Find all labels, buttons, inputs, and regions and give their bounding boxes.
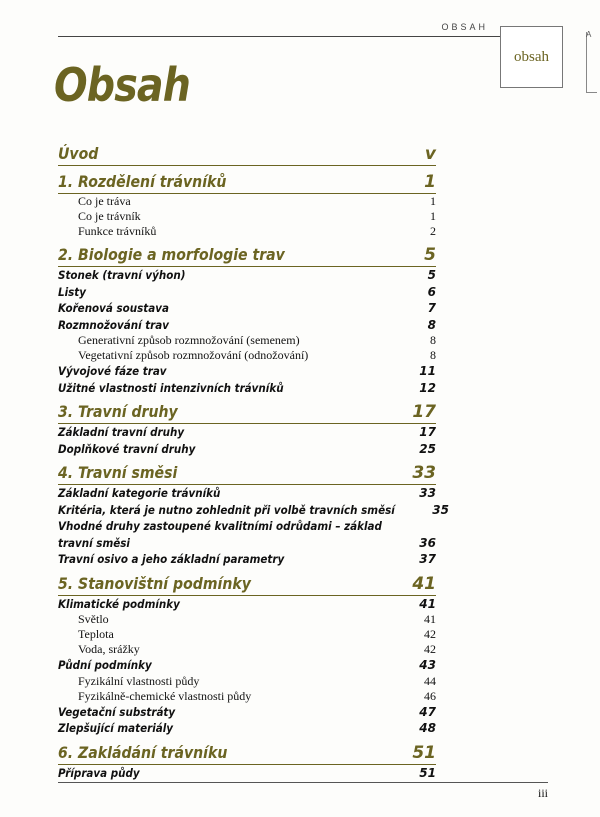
chapter-rule xyxy=(58,165,436,166)
toc-entry-label: Světlo xyxy=(78,612,109,626)
toc-entry-page: 41 xyxy=(424,612,436,626)
toc-entry-sec xyxy=(58,363,436,380)
toc-entry-label: 1. Rozdělení trávníků xyxy=(58,172,227,191)
toc-entry-sec xyxy=(58,424,436,441)
toc-entry-page: 36 xyxy=(419,535,436,550)
toc-entry-page: 41 xyxy=(412,573,436,594)
toc-entry-page: 51 xyxy=(412,742,436,763)
toc-entry-sec xyxy=(58,380,436,397)
toc-entry-label: Příprava půdy xyxy=(58,765,140,780)
toc-entry-sec xyxy=(58,551,436,568)
toc-entry-label: Rozmnožování trav xyxy=(58,317,170,332)
toc-entry-label: Vývojové fáze trav xyxy=(58,364,167,378)
section-tab xyxy=(500,26,563,88)
toc-entry-sub xyxy=(58,642,436,657)
toc-entry-sec xyxy=(58,441,436,458)
toc-entry-chapter xyxy=(58,144,436,164)
toc-entry-chapter xyxy=(58,743,436,763)
toc-entry-label: Půdní podmínky xyxy=(58,658,152,672)
toc-entry-page: 8 xyxy=(430,333,436,347)
toc-entry-label: Klimatické podmínky xyxy=(58,596,180,611)
toc-entry-sub xyxy=(58,209,436,224)
toc-entry-page: 25 xyxy=(419,441,436,456)
toc-entry-label: Základní kategorie trávníků xyxy=(58,486,221,500)
toc-entry-label: Generativní způsob rozmnožování (semenem) xyxy=(78,333,300,347)
toc-entry-chapter xyxy=(58,463,436,483)
toc-entry-label: Funkce trávníků xyxy=(78,224,157,238)
page-number: iii xyxy=(538,786,549,800)
toc-entry-sub xyxy=(58,194,436,209)
toc-entry-sec xyxy=(58,765,436,782)
toc-entry-label: Úvod xyxy=(58,144,99,163)
toc-entry-sec xyxy=(58,596,436,613)
toc-entry-page: 5 xyxy=(424,245,436,265)
toc-entry-page: 7 xyxy=(427,301,436,315)
toc-entry-label: Fyzikální vlastnosti půdy xyxy=(78,673,200,688)
toc-entry-page: 43 xyxy=(419,658,436,672)
toc-entry-page: 41 xyxy=(419,596,436,611)
page-edge-marker xyxy=(586,32,597,93)
toc-entry-sub xyxy=(58,348,436,363)
toc-entry-label: 6. Zakládání trávníku xyxy=(58,742,228,762)
toc-entry-sec xyxy=(58,317,436,334)
section-tab-label: obsah xyxy=(514,48,549,65)
toc-entry-label: Kořenová soustava xyxy=(58,301,169,315)
toc-entry-chapter xyxy=(58,402,436,422)
toc-entry-sec xyxy=(58,300,436,317)
toc-entry-label: Doplňkové travní druhy xyxy=(58,441,196,456)
toc-entry-chapter xyxy=(58,574,436,594)
toc-entry-label: Stonek (travní výhon) xyxy=(58,268,186,282)
running-header: OBSAH xyxy=(441,22,488,32)
toc-entry-page: 8 xyxy=(430,348,436,362)
toc-entry-page: 6 xyxy=(427,284,436,299)
toc-entry-page: 33 xyxy=(419,486,436,500)
toc-entry-page: 42 xyxy=(424,642,436,656)
toc-entry-page: v xyxy=(424,144,436,164)
toc-entry-page: 42 xyxy=(424,627,436,641)
toc-entry-sub xyxy=(58,224,436,239)
toc-entry-page: 1 xyxy=(424,172,436,192)
toc-entry-sec xyxy=(58,720,436,737)
toc-entry-page: 1 xyxy=(430,194,436,208)
toc-entry-sub xyxy=(58,333,436,348)
toc-entry-sub xyxy=(58,612,436,627)
toc-entry-label: 5. Stanovištní podmínky xyxy=(58,573,251,593)
toc-entry-label: Užitné vlastnosti intenzivních trávníků xyxy=(58,380,284,395)
toc-entry-page: 47 xyxy=(419,704,436,719)
toc-entry-page: 33 xyxy=(412,463,436,483)
toc-entry-page: 12 xyxy=(419,380,436,395)
toc-entry-page: 44 xyxy=(424,673,436,688)
tab-letter: A xyxy=(586,30,592,39)
toc-entry-label: Travní osivo a jeho základní parametry xyxy=(58,552,285,566)
footer-rule xyxy=(58,782,548,783)
toc-entry-label: travní směsi xyxy=(58,535,130,550)
toc-entry-label: Vegetační substráty xyxy=(58,704,176,719)
toc-entry-sec xyxy=(58,502,449,519)
toc-entry-label: Vhodné druhy zastoupené kvalitními odrůdami – základ xyxy=(58,519,382,533)
toc-entry-chapter xyxy=(58,172,436,192)
toc-entry-page: 35 xyxy=(432,502,449,517)
toc-entry-page: 5 xyxy=(427,268,436,282)
toc-entry-label: Listy xyxy=(58,284,86,299)
toc-entry-sub xyxy=(58,689,436,704)
toc-entry-page: 46 xyxy=(424,688,436,703)
toc-entry-sec xyxy=(58,267,436,284)
toc-entry-page: 17 xyxy=(412,402,436,422)
toc-entry-label: Teplota xyxy=(78,627,114,641)
toc-entry-sec xyxy=(58,485,436,502)
toc-entry-label: Co je tráva xyxy=(78,194,131,208)
toc-entry-sub xyxy=(58,674,436,689)
toc-entry-label: Co je trávník xyxy=(78,209,141,223)
toc-entry-page: 37 xyxy=(419,552,436,566)
toc-entry-sec xyxy=(58,518,436,535)
toc-entry-sec xyxy=(58,704,436,721)
toc-entry-sec xyxy=(58,535,436,552)
toc-entry-label: Zlepšující materiály xyxy=(58,721,174,735)
toc-entry-label: 3. Travní druhy xyxy=(58,402,178,421)
toc-entry-label: Fyzikálně-chemické vlastnosti půdy xyxy=(78,688,252,703)
toc-entry-page: 2 xyxy=(430,224,436,238)
toc-entry-label: 4. Travní směsi xyxy=(58,463,178,482)
toc-entry-page: 51 xyxy=(419,765,436,780)
toc-entry-page: 1 xyxy=(430,209,436,223)
toc-entry-label: Vegetativní způsob rozmnožování (odnožování) xyxy=(78,348,309,362)
toc-entry-page: 8 xyxy=(427,317,436,332)
toc-entry-label: Kritéria, která je nutno zohlednit při volbě travních směsí xyxy=(58,502,395,517)
toc-entry-page: 48 xyxy=(419,721,436,735)
toc-entry-label: 2. Biologie a morfologie trav xyxy=(58,245,285,264)
toc-entry-label: Základní travní druhy xyxy=(58,425,185,439)
toc-entry-label: Voda, srážky xyxy=(78,642,140,656)
header-rule xyxy=(58,36,500,37)
toc-entry-sec xyxy=(58,657,436,674)
toc-entry-chapter xyxy=(58,245,436,265)
page-title: Obsah xyxy=(54,58,191,112)
toc-entry-page: 11 xyxy=(419,364,436,378)
toc-entry-page: 17 xyxy=(419,425,436,439)
toc-entry-sec xyxy=(58,284,436,301)
table-of-contents xyxy=(58,138,449,781)
toc-entry-sub xyxy=(58,627,436,642)
